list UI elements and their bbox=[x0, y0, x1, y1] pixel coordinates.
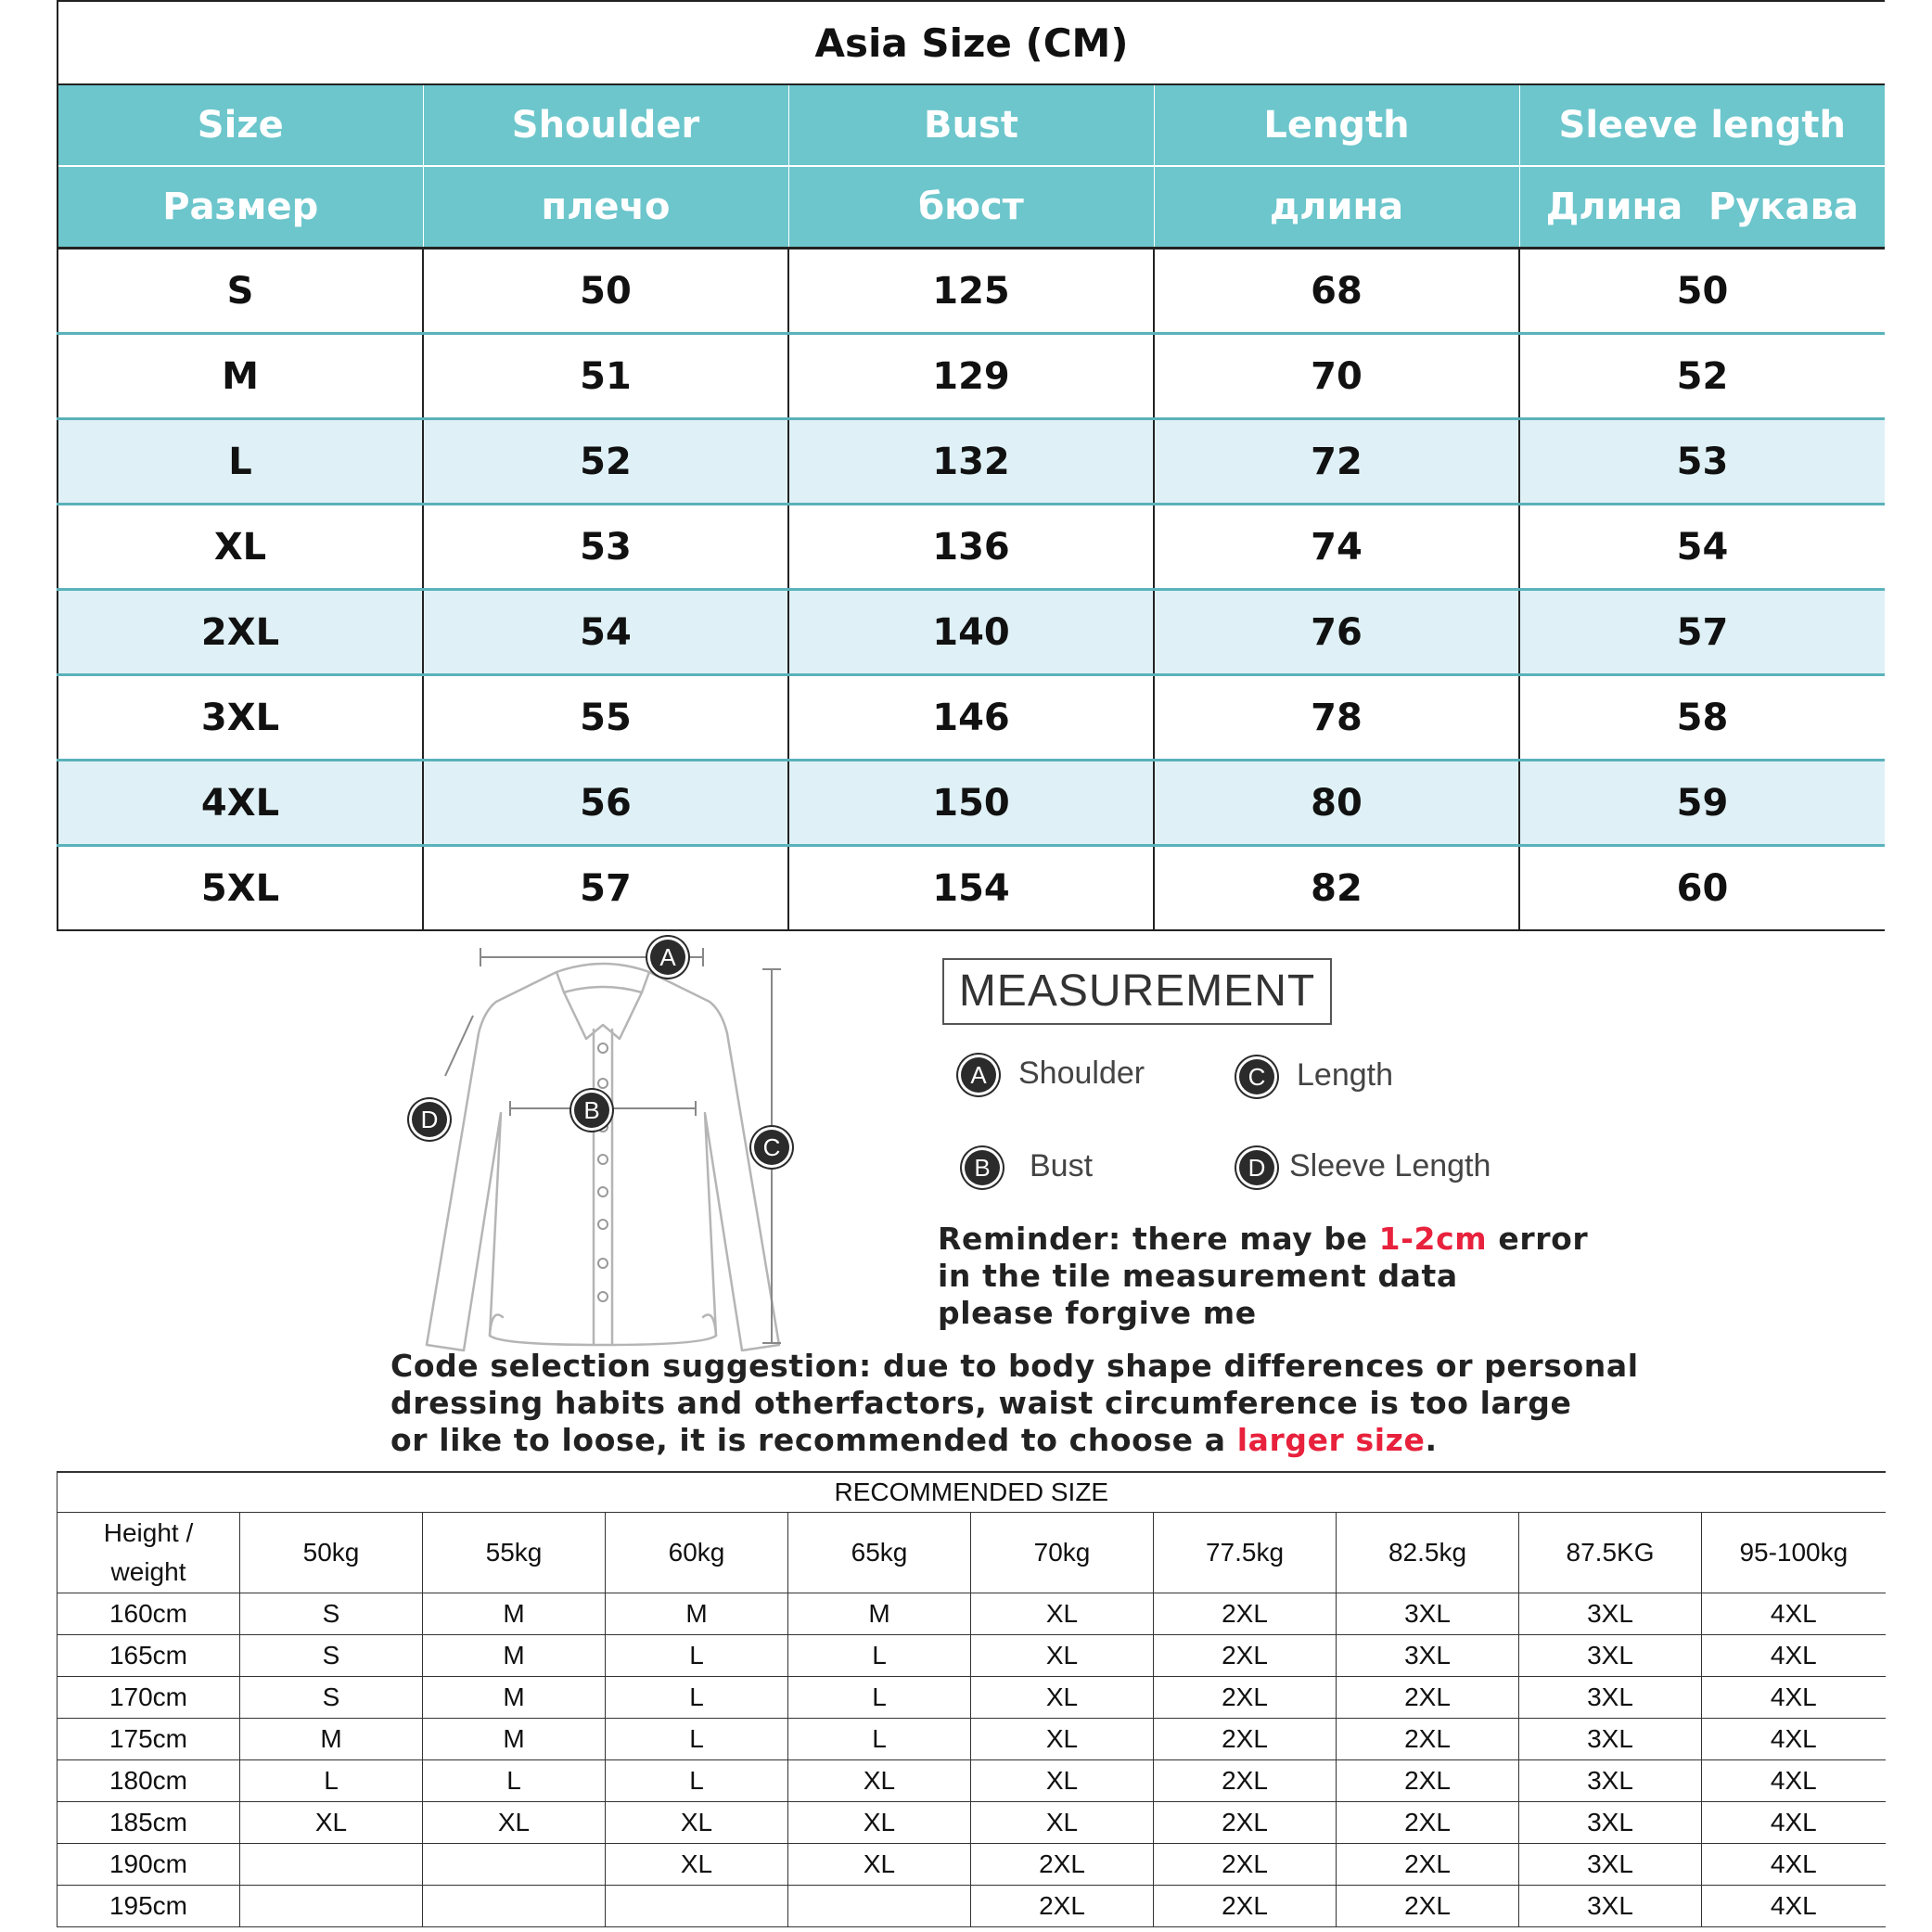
reminder-line-2: in the tile measurement data bbox=[938, 1258, 1458, 1294]
size-cell bbox=[423, 1844, 606, 1886]
size-cell: 3XL bbox=[1519, 1677, 1702, 1719]
bust-cell: 150 bbox=[788, 761, 1154, 846]
shirt-outline-icon bbox=[399, 937, 807, 1354]
shoulder-cell: 57 bbox=[423, 846, 788, 931]
corner-label-weight: weight bbox=[110, 1557, 186, 1586]
shoulder-cell: 55 bbox=[423, 675, 788, 761]
size-cell: XL bbox=[788, 1802, 971, 1844]
size-cell: L bbox=[788, 1635, 971, 1677]
height-cell: 190cm bbox=[58, 1844, 240, 1886]
shoulder-cell: 52 bbox=[423, 419, 788, 505]
size-cell: 3XL bbox=[1519, 1886, 1702, 1927]
size-cell: XL bbox=[788, 1760, 971, 1802]
header-size: Size bbox=[58, 84, 423, 166]
table-row bbox=[58, 419, 1885, 505]
size-cell: 2XL bbox=[1154, 1886, 1337, 1927]
sleeve-cell: 59 bbox=[1519, 761, 1885, 846]
length-cell: 72 bbox=[1154, 419, 1519, 505]
table-row bbox=[58, 1886, 1886, 1927]
size-cell: 3XL bbox=[1337, 1593, 1519, 1635]
suggestion-line-2: dressing habits and otherfactors, waist circumference is too large bbox=[390, 1385, 1572, 1421]
size-cell: XL bbox=[58, 505, 423, 590]
reminder-text bbox=[938, 1221, 1588, 1332]
suggestion-highlight: larger size bbox=[1236, 1422, 1426, 1458]
size-cell: 3XL bbox=[1519, 1760, 1702, 1802]
size-cell: 5XL bbox=[58, 846, 423, 931]
size-cell: XL bbox=[240, 1802, 423, 1844]
size-cell: 2XL bbox=[1154, 1719, 1337, 1760]
size-cell: 2XL bbox=[58, 590, 423, 675]
size-cell: S bbox=[58, 249, 423, 334]
weight-header: 60kg bbox=[606, 1513, 788, 1593]
measurement-title: MEASUREMENT bbox=[942, 958, 1332, 1025]
badge-c-icon: C bbox=[1239, 1059, 1274, 1094]
length-cell: 78 bbox=[1154, 675, 1519, 761]
size-cell: M bbox=[423, 1719, 606, 1760]
table-row bbox=[58, 334, 1885, 419]
legend-label: Shoulder bbox=[1018, 1056, 1145, 1091]
bust-cell: 136 bbox=[788, 505, 1154, 590]
size-cell: S bbox=[240, 1593, 423, 1635]
size-cell: 4XL bbox=[1702, 1844, 1886, 1886]
weight-header: 65kg bbox=[788, 1513, 971, 1593]
size-cell: L bbox=[788, 1677, 971, 1719]
size-cell: 3XL bbox=[1519, 1844, 1702, 1886]
size-cell: 4XL bbox=[1702, 1802, 1886, 1844]
size-cell: L bbox=[240, 1760, 423, 1802]
legend-length bbox=[1239, 1057, 1393, 1094]
size-cell: 2XL bbox=[1154, 1677, 1337, 1719]
shoulder-cell: 56 bbox=[423, 761, 788, 846]
weight-header: 87.5KG bbox=[1519, 1513, 1702, 1593]
table-row bbox=[58, 1635, 1886, 1677]
legend-sleeve-length bbox=[1239, 1148, 1491, 1185]
size-cell: 3XL bbox=[1519, 1593, 1702, 1635]
size-cell: XL bbox=[971, 1760, 1154, 1802]
table-row bbox=[58, 675, 1885, 761]
size-cell: XL bbox=[971, 1593, 1154, 1635]
size-cell: 4XL bbox=[1702, 1719, 1886, 1760]
legend-bust bbox=[965, 1148, 1093, 1185]
height-cell: 180cm bbox=[58, 1760, 240, 1802]
height-cell: 160cm bbox=[58, 1593, 240, 1635]
height-cell: 170cm bbox=[58, 1677, 240, 1719]
length-cell: 74 bbox=[1154, 505, 1519, 590]
shoulder-cell: 50 bbox=[423, 249, 788, 334]
shirt-diagram bbox=[399, 937, 807, 1354]
badge-c-icon: C bbox=[754, 1130, 789, 1165]
size-cell: 3XL bbox=[1519, 1802, 1702, 1844]
size-cell: 3XL bbox=[1519, 1719, 1702, 1760]
weight-header: 82.5kg bbox=[1337, 1513, 1519, 1593]
bust-cell: 132 bbox=[788, 419, 1154, 505]
size-cell: 3XL bbox=[1337, 1635, 1519, 1677]
badge-a-icon: A bbox=[650, 940, 685, 975]
size-cell: 3XL bbox=[58, 675, 423, 761]
size-cell: 2XL bbox=[1337, 1719, 1519, 1760]
reminder-text-part: Reminder: there may be bbox=[938, 1221, 1379, 1257]
weight-header: 50kg bbox=[240, 1513, 423, 1593]
header-shoulder-ru: плечо bbox=[423, 166, 788, 249]
table-row bbox=[58, 1802, 1886, 1844]
size-cell: L bbox=[423, 1760, 606, 1802]
size-cell: 2XL bbox=[1154, 1760, 1337, 1802]
table-row bbox=[58, 846, 1885, 931]
height-cell: 165cm bbox=[58, 1635, 240, 1677]
legend-label: Length bbox=[1297, 1057, 1393, 1093]
table-row bbox=[58, 1593, 1886, 1635]
size-cell: L bbox=[606, 1719, 788, 1760]
size-cell: 4XL bbox=[58, 761, 423, 846]
size-table-header-ru bbox=[58, 166, 1885, 249]
size-cell: M bbox=[788, 1593, 971, 1635]
legend-label: Bust bbox=[1030, 1148, 1094, 1184]
length-cell: 82 bbox=[1154, 846, 1519, 931]
size-cell: 2XL bbox=[1337, 1886, 1519, 1927]
size-cell bbox=[423, 1886, 606, 1927]
suggestion-text-part: . bbox=[1425, 1422, 1438, 1458]
header-sleeve-length-ru: Длина Рукава bbox=[1519, 166, 1885, 249]
header-length-ru: длина bbox=[1154, 166, 1519, 249]
header-length: Length bbox=[1154, 84, 1519, 166]
table-row bbox=[58, 1677, 1886, 1719]
corner-label-height: Height / bbox=[103, 1518, 194, 1547]
height-cell: 195cm bbox=[58, 1886, 240, 1927]
suggestion-text bbox=[390, 1348, 1639, 1459]
size-cell: L bbox=[606, 1677, 788, 1719]
suggestion-line-1: Code selection suggestion: due to body shape differences or personal bbox=[390, 1348, 1639, 1384]
table-row bbox=[58, 1760, 1886, 1802]
bust-cell: 129 bbox=[788, 334, 1154, 419]
size-cell: S bbox=[240, 1635, 423, 1677]
size-cell: 4XL bbox=[1702, 1760, 1886, 1802]
size-cell: 4XL bbox=[1702, 1886, 1886, 1927]
size-cell: 2XL bbox=[971, 1886, 1154, 1927]
weight-header: 55kg bbox=[423, 1513, 606, 1593]
table-row bbox=[58, 249, 1885, 334]
size-cell: M bbox=[423, 1677, 606, 1719]
header-bust: Bust bbox=[788, 84, 1154, 166]
size-cell: XL bbox=[971, 1719, 1154, 1760]
reminder-highlight: 1-2cm bbox=[1378, 1221, 1488, 1257]
recommended-title-row bbox=[58, 1472, 1886, 1513]
sleeve-cell: 54 bbox=[1519, 505, 1885, 590]
size-cell: L bbox=[606, 1635, 788, 1677]
size-table-title-row bbox=[58, 1, 1885, 84]
size-cell bbox=[240, 1886, 423, 1927]
legend-shoulder bbox=[961, 1056, 1145, 1093]
shoulder-cell: 54 bbox=[423, 590, 788, 675]
sleeve-cell: 53 bbox=[1519, 419, 1885, 505]
size-cell: 2XL bbox=[1154, 1802, 1337, 1844]
size-cell: M bbox=[606, 1593, 788, 1635]
size-cell: XL bbox=[423, 1802, 606, 1844]
reminder-text-part: error bbox=[1487, 1221, 1589, 1257]
reminder-line-3: please forgive me bbox=[938, 1295, 1257, 1331]
badge-d-icon: D bbox=[1239, 1150, 1274, 1185]
sleeve-cell: 50 bbox=[1519, 249, 1885, 334]
size-cell: L bbox=[58, 419, 423, 505]
size-cell: 2XL bbox=[1337, 1760, 1519, 1802]
reminder-line-1 bbox=[938, 1221, 1588, 1258]
size-cell: 4XL bbox=[1702, 1635, 1886, 1677]
size-table-title: Asia Size (CM) bbox=[58, 1, 1885, 84]
size-cell: S bbox=[240, 1677, 423, 1719]
size-cell: 2XL bbox=[1154, 1844, 1337, 1886]
header-shoulder: Shoulder bbox=[423, 84, 788, 166]
length-cell: 68 bbox=[1154, 249, 1519, 334]
header-size-ru: Размер bbox=[58, 166, 423, 249]
table-row bbox=[58, 590, 1885, 675]
recommended-size-table bbox=[57, 1471, 1886, 1927]
badge-d-icon: D bbox=[412, 1102, 447, 1137]
header-sleeve-length: Sleeve length bbox=[1519, 84, 1885, 166]
size-cell: XL bbox=[606, 1802, 788, 1844]
shoulder-cell: 53 bbox=[423, 505, 788, 590]
shoulder-cell: 51 bbox=[423, 334, 788, 419]
suggestion-text-part: or like to loose, it is recommended to choose a bbox=[390, 1422, 1237, 1458]
size-cell: 2XL bbox=[1337, 1844, 1519, 1886]
weight-header: 70kg bbox=[971, 1513, 1154, 1593]
badge-a-icon: A bbox=[961, 1057, 996, 1093]
length-cell: 80 bbox=[1154, 761, 1519, 846]
height-cell: 175cm bbox=[58, 1719, 240, 1760]
bust-cell: 125 bbox=[788, 249, 1154, 334]
header-bust-ru: бюст bbox=[788, 166, 1154, 249]
size-cell: L bbox=[606, 1760, 788, 1802]
table-row bbox=[58, 1844, 1886, 1886]
size-cell bbox=[240, 1844, 423, 1886]
size-cell: 2XL bbox=[971, 1844, 1154, 1886]
table-row bbox=[58, 505, 1885, 590]
size-cell: L bbox=[788, 1719, 971, 1760]
recommended-body bbox=[58, 1593, 1886, 1927]
size-cell: XL bbox=[606, 1844, 788, 1886]
size-cell: 2XL bbox=[1154, 1635, 1337, 1677]
weight-header: 95-100kg bbox=[1702, 1513, 1886, 1593]
size-cell: XL bbox=[971, 1677, 1154, 1719]
bust-cell: 154 bbox=[788, 846, 1154, 931]
weight-header: 77.5kg bbox=[1154, 1513, 1337, 1593]
size-cell: 2XL bbox=[1154, 1593, 1337, 1635]
size-cell: 2XL bbox=[1337, 1677, 1519, 1719]
size-cell: XL bbox=[788, 1844, 971, 1886]
height-cell: 185cm bbox=[58, 1802, 240, 1844]
sleeve-cell: 60 bbox=[1519, 846, 1885, 931]
size-cell: 4XL bbox=[1702, 1677, 1886, 1719]
badge-b-icon: B bbox=[574, 1093, 609, 1128]
size-table bbox=[57, 0, 1885, 931]
bust-cell: 140 bbox=[788, 590, 1154, 675]
size-cell: M bbox=[423, 1635, 606, 1677]
corner-cell bbox=[58, 1513, 240, 1593]
size-cell: M bbox=[423, 1593, 606, 1635]
suggestion-line-3 bbox=[390, 1422, 1639, 1459]
sleeve-cell: 58 bbox=[1519, 675, 1885, 761]
size-cell: 3XL bbox=[1519, 1635, 1702, 1677]
table-row bbox=[58, 761, 1885, 846]
size-cell bbox=[606, 1886, 788, 1927]
legend-label: Sleeve Length bbox=[1289, 1148, 1491, 1184]
size-cell bbox=[788, 1886, 971, 1927]
bust-cell: 146 bbox=[788, 675, 1154, 761]
size-cell: M bbox=[240, 1719, 423, 1760]
sleeve-cell: 52 bbox=[1519, 334, 1885, 419]
size-cell: M bbox=[58, 334, 423, 419]
table-row bbox=[58, 1719, 1886, 1760]
size-cell: XL bbox=[971, 1802, 1154, 1844]
length-cell: 70 bbox=[1154, 334, 1519, 419]
recommended-title: RECOMMENDED SIZE bbox=[58, 1472, 1886, 1513]
recommended-header-row bbox=[58, 1513, 1886, 1593]
length-cell: 76 bbox=[1154, 590, 1519, 675]
size-cell: XL bbox=[971, 1635, 1154, 1677]
sleeve-cell: 57 bbox=[1519, 590, 1885, 675]
size-cell: 2XL bbox=[1337, 1802, 1519, 1844]
size-cell: 4XL bbox=[1702, 1593, 1886, 1635]
size-table-header-en bbox=[58, 84, 1885, 166]
badge-b-icon: B bbox=[965, 1150, 1000, 1185]
